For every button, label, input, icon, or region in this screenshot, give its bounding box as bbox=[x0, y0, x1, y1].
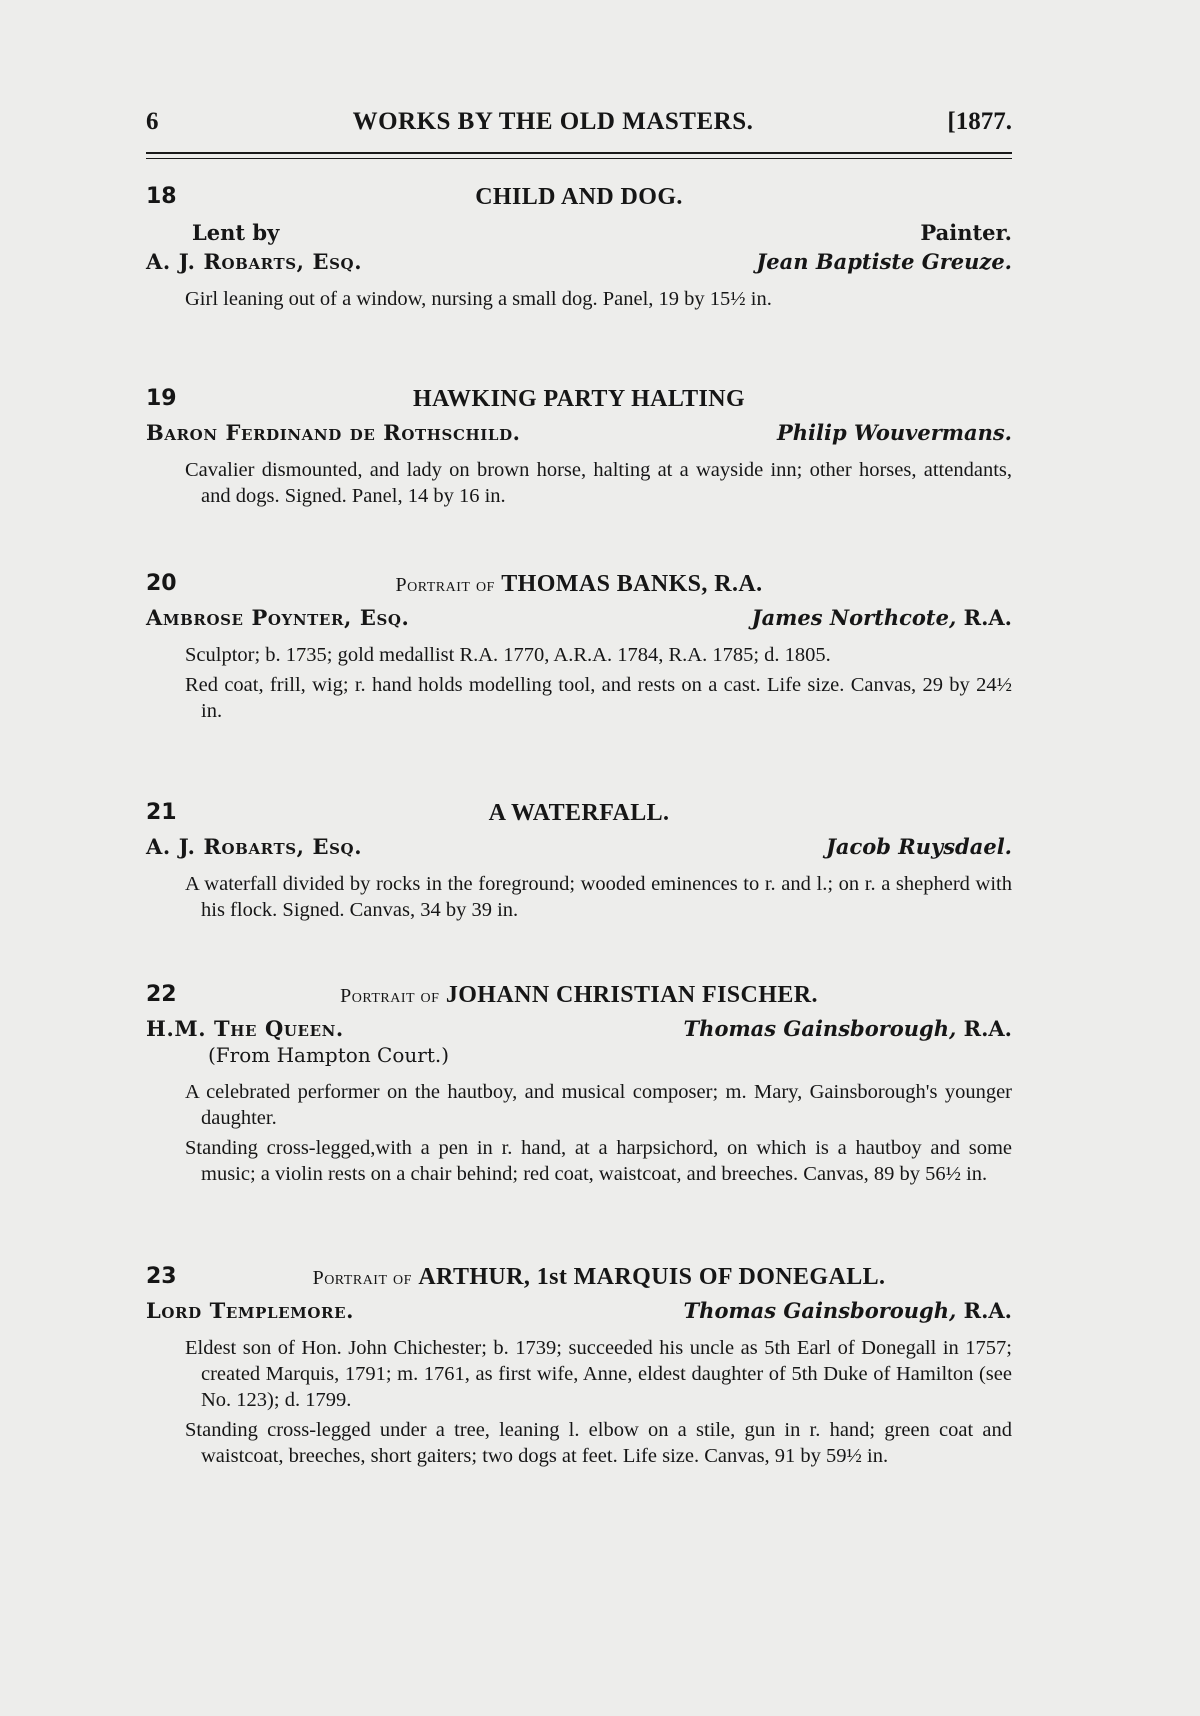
work-title bbox=[146, 982, 1012, 1009]
entry-number: 20 bbox=[146, 571, 177, 596]
painter bbox=[684, 1016, 1012, 1041]
work-title: HAWKING PARTY HALTING bbox=[412, 386, 746, 412]
description: Cavalier dismounted, and lady on brown horse, halting at a wayside inn; other horses, attendants, and dogs. Signed. Panel, 14 by 16 in. bbox=[185, 459, 1012, 507]
header-rule bbox=[146, 152, 1012, 159]
attribution bbox=[146, 834, 1012, 859]
work-title bbox=[186, 1264, 1012, 1291]
title-subject: THOMAS BANKS, R.A. bbox=[501, 571, 763, 597]
work-title bbox=[146, 571, 1012, 598]
description: Standing cross-legged,with a pen in r. hand, at a harpsichord, on which is a hautboy and some music; a violin rests on a chair behind; red coat, waistcoat, and breeches. Canvas, 89 by 56½ in. bbox=[185, 1137, 1012, 1185]
catalogue-entry bbox=[146, 1264, 1012, 1469]
painter: Jean Baptiste Greuze. bbox=[756, 249, 1012, 274]
provenance-note: (From Hampton Court.) bbox=[208, 1043, 450, 1067]
attribution bbox=[146, 420, 1012, 445]
entry-number: 22 bbox=[146, 982, 177, 1007]
painter-header: Painter. bbox=[920, 220, 1012, 245]
entry-heading bbox=[146, 184, 1012, 218]
attribution bbox=[146, 1016, 1012, 1041]
description: Standing cross-legged under a tree, leaning l. elbow on a stile, gun in r. hand; green coat and waistcoat, breeches, short gaiters; two dogs at feet. Life size. Canvas, 91 by 59½ in. bbox=[185, 1419, 1012, 1467]
description: Sculptor; b. 1735; gold medallist R.A. 1770, A.R.A. 1784, R.A. 1785; d. 1805. bbox=[185, 644, 831, 666]
description: A waterfall divided by rocks in the foreground; wooded eminences to r. and l.; on r. a shepherd with his flock. Signed. Canvas, 34 by 39 in. bbox=[185, 873, 1012, 921]
entry-heading bbox=[146, 982, 1012, 1016]
painter bbox=[752, 605, 1012, 630]
entry-heading bbox=[146, 1264, 1012, 1298]
painter-suffix: R.A. bbox=[956, 1016, 1012, 1041]
catalogue-entry bbox=[146, 386, 1012, 509]
entry-number: 21 bbox=[146, 800, 177, 825]
description: Eldest son of Hon. John Chichester; b. 1739; succeeded his uncle as 5th Earl of Donegall in 1757; created Marquis, 1791; m. 1761, as first wife, Anne, eldest daughter of 5th Duke of Hamilton (see No. 123); d. 1799. bbox=[185, 1337, 1012, 1411]
work-title: CHILD AND DOG. bbox=[475, 184, 683, 210]
description: A celebrated performer on the hautboy, and musical composer; m. Mary, Gainsborough's younger daughter. bbox=[185, 1081, 1012, 1129]
description: Girl leaning out of a window, nursing a small dog. Panel, 19 by 15½ in. bbox=[185, 288, 772, 310]
painter-suffix: R.A. bbox=[956, 1298, 1012, 1323]
painter bbox=[684, 1298, 1012, 1323]
lender: A. J. Robarts, Esq. bbox=[146, 249, 363, 274]
work-title: A WATERFALL. bbox=[488, 800, 670, 826]
entry-number: 23 bbox=[146, 1264, 177, 1289]
attribution bbox=[146, 249, 1012, 274]
title-prefix: Portrait of bbox=[395, 574, 495, 596]
lender: A. J. Robarts, Esq. bbox=[146, 834, 363, 859]
page-number: 6 bbox=[146, 108, 159, 135]
entry-heading bbox=[146, 571, 1012, 605]
entry-number: 19 bbox=[146, 386, 177, 411]
title-prefix: Portrait of bbox=[312, 1267, 412, 1289]
lender: H.M. The Queen. bbox=[146, 1016, 344, 1041]
painter-suffix: R.A. bbox=[956, 605, 1012, 630]
attribution bbox=[146, 605, 1012, 630]
column-headers bbox=[146, 220, 1012, 245]
lender: Ambrose Poynter, Esq. bbox=[146, 605, 410, 630]
running-head bbox=[146, 108, 1012, 136]
catalogue-entry bbox=[146, 571, 1012, 724]
attribution bbox=[146, 1298, 1012, 1323]
entry-heading bbox=[146, 800, 1012, 834]
lent-by-header: Lent by bbox=[192, 220, 280, 245]
painter: Jacob Ruysdael. bbox=[825, 834, 1012, 859]
lender: Lord Templemore. bbox=[146, 1298, 355, 1323]
painter-name: Thomas Gainsborough, bbox=[683, 1298, 957, 1323]
running-title: WORKS BY THE OLD MASTERS. bbox=[352, 108, 754, 135]
lender: Baron Ferdinand de Rothschild. bbox=[146, 420, 521, 445]
title-prefix: Portrait of bbox=[340, 985, 440, 1007]
painter: Philip Wouvermans. bbox=[777, 420, 1012, 445]
painter-name: James Northcote, bbox=[751, 605, 957, 630]
catalogue-entry bbox=[146, 184, 1012, 312]
painter-name: Thomas Gainsborough, bbox=[683, 1016, 957, 1041]
title-subject: JOHANN CHRISTIAN FISCHER. bbox=[445, 982, 818, 1008]
catalogue-entry bbox=[146, 800, 1012, 923]
entry-heading bbox=[146, 386, 1012, 420]
catalogue-entry bbox=[146, 982, 1012, 1187]
description: Red coat, frill, wig; r. hand holds modelling tool, and rests on a cast. Life size. Canvas, 29 by 24½ in. bbox=[185, 674, 1012, 722]
entry-number: 18 bbox=[146, 184, 177, 209]
title-subject: ARTHUR, 1st MARQUIS OF DONEGALL. bbox=[418, 1264, 886, 1290]
year: [1877. bbox=[947, 108, 1012, 135]
